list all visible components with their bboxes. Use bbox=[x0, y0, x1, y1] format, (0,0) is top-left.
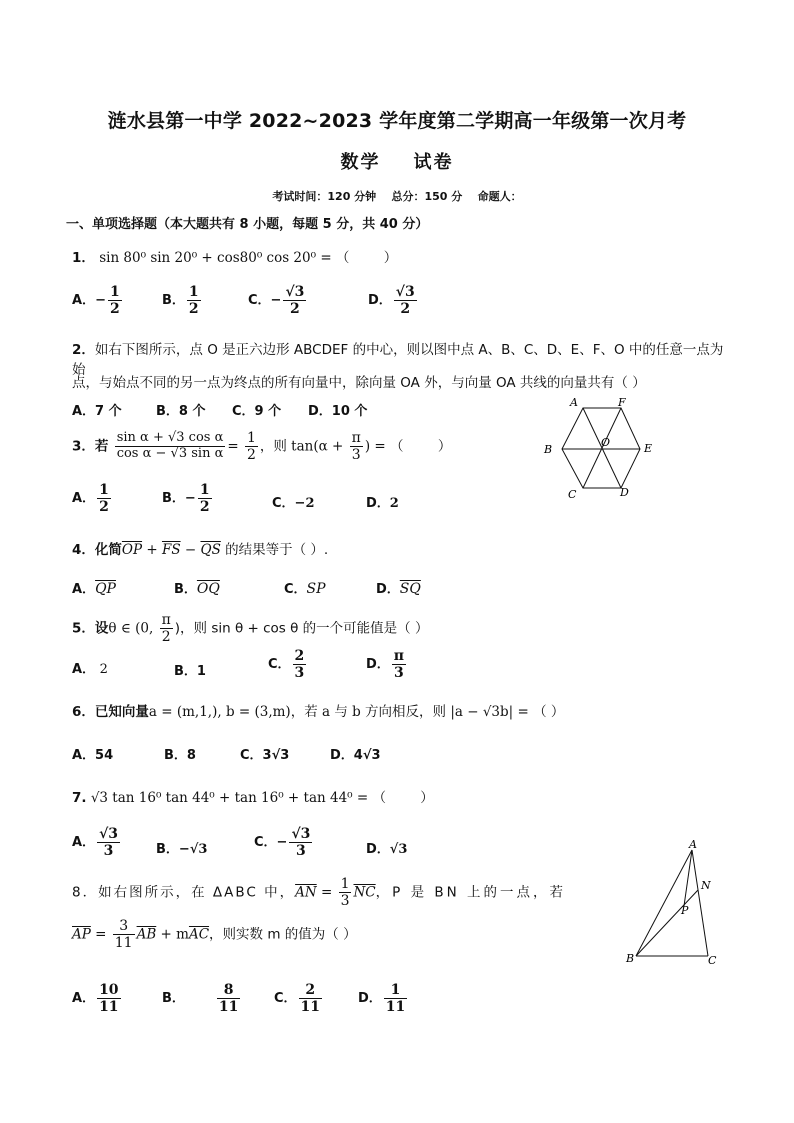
question-2: 2．如右下图所示，点 O 是正六边形 ABCDEF 的中心，则以图中点 A、B、C、D、E、F、O 中的任意一点为始 bbox=[72, 342, 724, 378]
question-1 bbox=[72, 246, 397, 266]
subject-title: 数学 试卷 bbox=[340, 152, 454, 173]
q4-option-d[interactable]: D．$\overline{SQ}$ bbox=[376, 581, 421, 597]
q1-number: 1． bbox=[72, 250, 95, 266]
q2-line2: 点，与始点不同的另一点为终点的所有向量中，除向量 OA 外，与向量 OA 共线的向量共有（ ） bbox=[72, 375, 646, 391]
question-8-line1: 8．如右图所示，在 ΔABC 中，$\overline{AN}$ = $\frac{1}{3}$ $\overline{NC}$，P 是 BN 上的一点，若 bbox=[72, 876, 567, 910]
q8-option-d[interactable]: D． $\frac{1}{11}$ bbox=[358, 982, 406, 1016]
q1-option-a[interactable]: A．− $\frac{1}{2}$ bbox=[72, 284, 120, 318]
hex-label-f: F bbox=[618, 396, 626, 409]
question-5: 5．设θ ∈ (0, $\frac{\pi}{2}$ )，则 sin θ + cos θ 的一个可能值是（ ） bbox=[72, 612, 429, 646]
q6-option-d[interactable]: D．4√3 bbox=[330, 748, 381, 763]
hexagon-figure bbox=[538, 396, 660, 500]
hex-label-a: A bbox=[570, 396, 578, 409]
hex-label-c: C bbox=[568, 488, 577, 500]
question-7: 7. √3 tan 16⁰ tan 44⁰ + tan 16⁰ + tan 44⁰ = （ ） bbox=[72, 790, 434, 806]
q7-option-b[interactable]: B．−√3 bbox=[156, 842, 208, 857]
q2-line1: 如右下图所示，点 O 是正六边形 ABCDEF 的中心，则以图中点 A、B、C、D、E、F、O 中的任意一点为始 bbox=[72, 342, 724, 378]
q4-option-a[interactable]: A．$\overline{QP}$ bbox=[72, 581, 116, 597]
q6-option-c[interactable]: C．3√3 bbox=[240, 748, 290, 763]
tri-label-a: A bbox=[689, 838, 697, 851]
question-3: 3．若 $\frac{\text{sin α + √3 cos α}}{\text{cos α − √3 sin α}}$ = $\frac{1}{2}$ ，则 tan(α + $\frac{\pi}{3}$ ) = （ ） bbox=[72, 430, 452, 464]
q7-option-a[interactable]: A． $\frac{√3}{3}$ bbox=[72, 826, 119, 860]
q2-option-d[interactable]: D．10 个 bbox=[308, 404, 368, 419]
hex-label-b: B bbox=[544, 443, 553, 456]
hex-label-o: O bbox=[601, 436, 611, 449]
q8-option-b[interactable]: B． $\frac{8}{11}$ bbox=[162, 982, 239, 1016]
q7-option-c[interactable]: C．− $\frac{√3}{3}$ bbox=[254, 826, 311, 860]
section-title: 一、单项选择题（本大题共有 8 小题，每题 5 分，共 40 分） bbox=[66, 217, 429, 232]
q2-option-a[interactable]: A．7 个 bbox=[72, 404, 122, 419]
q3-option-b[interactable]: B．− $\frac{1}{2}$ bbox=[162, 482, 210, 516]
exam-meta: 考试时间：120 分钟 总分：150 分 命题人： bbox=[272, 190, 522, 203]
tri-label-c: C bbox=[708, 954, 717, 967]
q6-option-b[interactable]: B．8 bbox=[164, 748, 196, 763]
q7-option-d[interactable]: D．√3 bbox=[366, 842, 408, 857]
q3-option-d[interactable]: D．2 bbox=[366, 496, 399, 511]
q8-option-a[interactable]: A． $\frac{10}{11}$ bbox=[72, 982, 119, 1016]
q5-option-c[interactable]: C． $\frac{2}{3}$ bbox=[268, 648, 305, 682]
tri-label-n: N bbox=[701, 879, 711, 892]
hex-label-d: D bbox=[620, 486, 629, 499]
q5-option-b[interactable]: B．1 bbox=[174, 664, 206, 679]
q6-option-a[interactable]: A．54 bbox=[72, 748, 114, 763]
q4-option-b[interactable]: B．$\overline{OQ}$ bbox=[174, 581, 220, 597]
q2-option-c[interactable]: C．9 个 bbox=[232, 404, 282, 419]
q8-option-c[interactable]: C． $\frac{2}{11}$ bbox=[274, 982, 321, 1016]
q1-option-c[interactable]: C．− $\frac{√3}{2}$ bbox=[248, 284, 305, 318]
question-8-line2: $\overline{AP}$ = $\frac{3}{11}$ $\overline{AB} + m\overline{AC}$，则实数 m 的值为（ ） bbox=[72, 918, 357, 952]
question-4: 4．化简$\overline{OP} + \overline{FS} - \overline{QS}$ 的结果等于（ ）. bbox=[72, 542, 329, 558]
q1-option-b[interactable]: B． $\frac{1}{2}$ bbox=[162, 284, 199, 318]
tri-label-p: P bbox=[681, 904, 689, 917]
question-6: 6．已知向量a = (m,1,), b = (3,m)，若 a 与 b 方向相反，则 |a − √3b| = （ ） bbox=[72, 704, 565, 720]
triangle-figure bbox=[620, 838, 730, 970]
q5-option-a[interactable]: A． 2 bbox=[72, 662, 108, 677]
q1-option-d[interactable]: D． $\frac{√3}{2}$ bbox=[368, 284, 415, 318]
q2-option-b[interactable]: B．8 个 bbox=[156, 404, 206, 419]
q5-option-d[interactable]: D． $\frac{\pi}{3}$ bbox=[366, 648, 405, 682]
hex-label-e: E bbox=[644, 442, 653, 455]
exam-title: 涟水县第一中学 2022~2023 学年度第二学期高一年级第一次月考 bbox=[107, 110, 687, 132]
tri-label-b: B bbox=[626, 952, 635, 965]
q1-expression: sin 80⁰ sin 20⁰ + cos80⁰ cos 20⁰ = （ ） bbox=[99, 250, 398, 266]
q4-option-c[interactable]: C．SP bbox=[284, 581, 326, 597]
q3-option-a[interactable]: A． $\frac{1}{2}$ bbox=[72, 482, 109, 516]
q3-option-c[interactable]: C．−2 bbox=[272, 496, 315, 511]
